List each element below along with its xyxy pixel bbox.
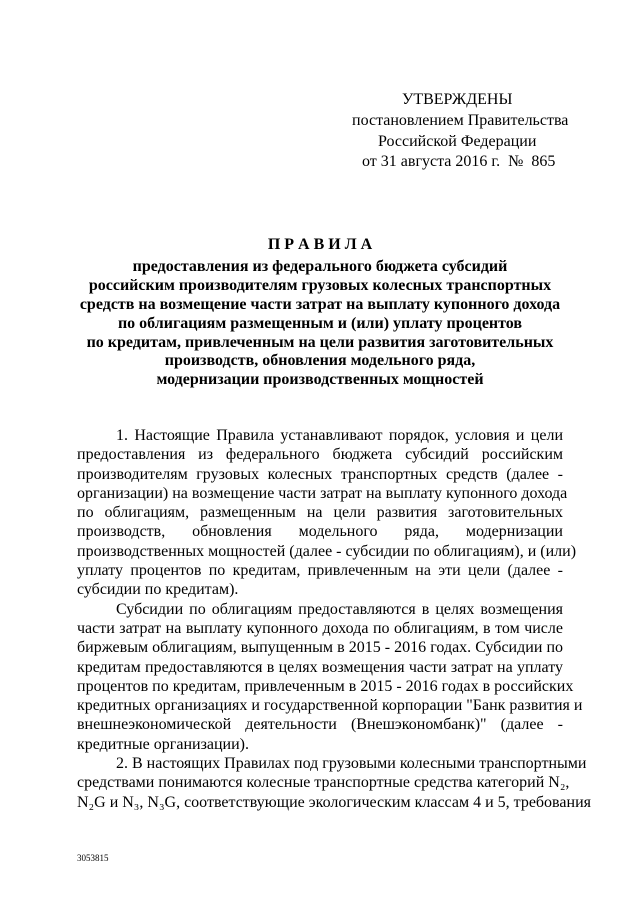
body-line: биржевым облигациям, выпущенным в 2015 - 2016 годах. Субсидии по xyxy=(77,639,563,657)
body-line: предоставления из федерального бюджета субсидий российским xyxy=(77,446,563,464)
subtitle-line: производств, обновления модельного ряда, xyxy=(164,352,476,370)
body-line: 2. В настоящих Правилах под грузовыми колесными транспортными xyxy=(116,755,587,773)
subtitle-line: российским производителям грузовых колесных транспортных xyxy=(88,276,552,294)
approval-issuer: постановлением Правительства xyxy=(352,112,569,129)
body-line: кредитные организации). xyxy=(77,735,249,753)
body-line: кредитам предоставляются в целях возмещения части затрат на уплату xyxy=(77,658,563,676)
paragraph-1 xyxy=(77,426,577,600)
subtitle-line: средств на возмещение части затрат на выплату купонного дохода xyxy=(79,295,561,313)
body-line: по облигациям, размещенным на цели развития заготовительных xyxy=(77,504,563,522)
document-subtitle xyxy=(0,258,640,390)
approval-country: Российской Федерации xyxy=(378,133,537,150)
subtitle-line: модернизации производственных мощностей xyxy=(156,371,484,389)
document-body xyxy=(77,426,591,812)
body-line: субсидии по кредитам). xyxy=(77,581,239,599)
body-line: части затрат на выплату купонного дохода по облигациям, в том числе xyxy=(77,619,563,637)
paragraph-3 xyxy=(77,754,591,812)
body-line: производственных мощностей (далее - субсидии по облигациям), и (или) xyxy=(77,542,577,560)
subtitle-line: по кредитам, привлеченным на цели развития заготовительных xyxy=(86,333,554,351)
approval-date-number: от 31 августа 2016 г. № 865 xyxy=(362,153,556,170)
body-line: организации) на возмещение части затрат на выплату купонного дохода xyxy=(77,484,568,502)
subtitle-line: по облигациям размещенным и (или) уплату процентов xyxy=(117,314,523,332)
body-line: N₂G и N₃, N₃G, соответствующие экологическим классам 4 и 5, требования xyxy=(77,793,591,811)
body-line: средствами понимаются колесные транспортные средства категорий N₂, xyxy=(77,774,570,792)
subtitle-line: предоставления из федерального бюджета субсидий xyxy=(132,258,508,275)
body-line: 1. Настоящие Правила устанавливают порядок, условия и цели xyxy=(116,427,563,444)
body-line: кредитных организациях и государственной корпорации "Банк развития и xyxy=(77,697,583,715)
approval-stamp-title: УТВЕРЖДЕНЫ xyxy=(402,91,513,108)
body-line: уплату процентов по кредитам, привлеченным на эти цели (далее - xyxy=(77,562,563,580)
body-line: внешнеэкономической деятельности (Внешэкономбанк)" (далее - xyxy=(77,716,563,734)
body-line: Субсидии по облигациям предоставляются в целях возмещения xyxy=(116,600,563,618)
paragraph-2 xyxy=(77,600,583,754)
body-line: производств, обновления модельного ряда, модернизации xyxy=(77,523,563,541)
document-title: П Р А В И Л А xyxy=(267,236,373,253)
body-line: производителям грузовых колесных транспортных средств (далее - xyxy=(77,465,563,483)
document-number: 3053815 xyxy=(77,853,109,863)
body-line: процентов по кредитам, привлеченным в 2015 - 2016 годах в российских xyxy=(77,677,574,695)
